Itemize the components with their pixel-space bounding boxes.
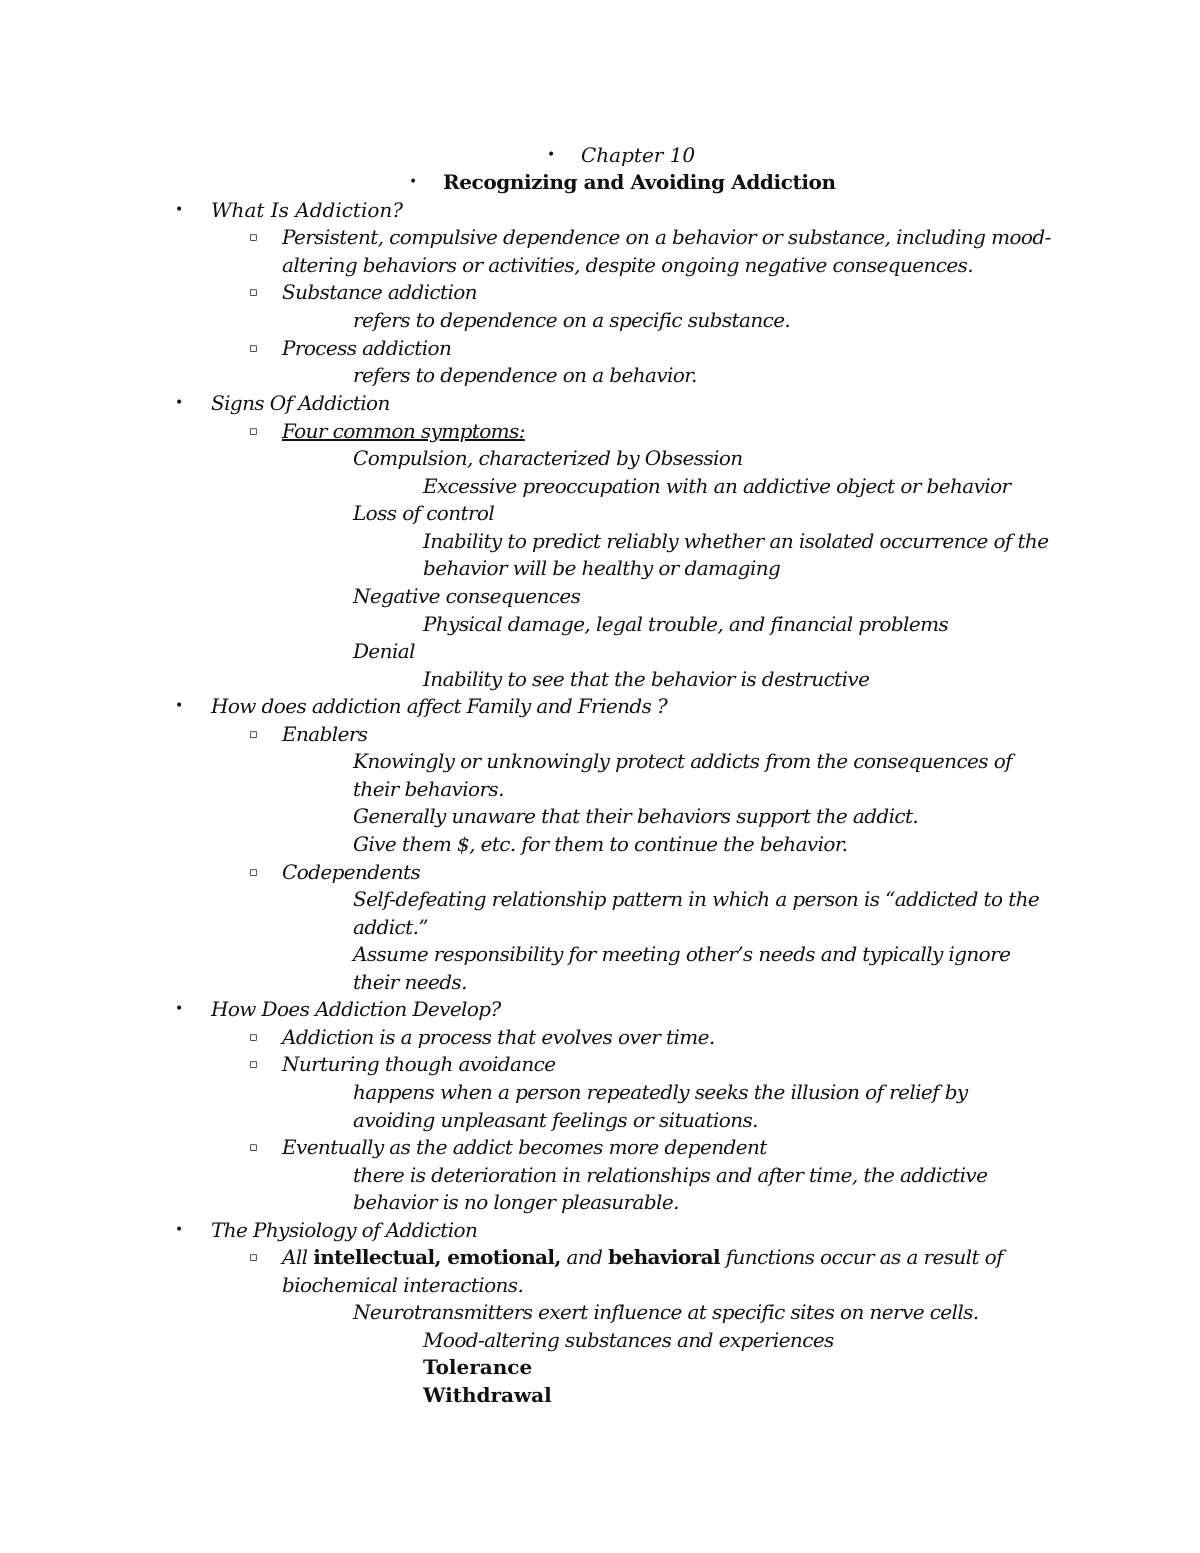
develop-point-process: Addiction is a process that evolves over time. bbox=[282, 1025, 715, 1049]
square-bullet: ▫ bbox=[249, 727, 258, 742]
symptom-loss-of-control-detail-2: behavior will be healthy or damaging bbox=[423, 556, 781, 580]
section-bullet: • bbox=[175, 202, 184, 218]
symptom-denial: Denial bbox=[353, 639, 415, 663]
word-and: and bbox=[566, 1245, 603, 1269]
symptom-compulsion: Compulsion, characterized by Obsession bbox=[353, 446, 743, 470]
enablers-point-3: Give them $, etc. for them to continue the behavior. bbox=[353, 832, 848, 856]
square-bullet: ▫ bbox=[249, 341, 258, 356]
section-heading-physiology: The Physiology of Addiction bbox=[211, 1218, 478, 1242]
section-bullet: • bbox=[175, 1222, 184, 1238]
square-bullet: ▫ bbox=[249, 230, 258, 245]
square-bullet: ▫ bbox=[249, 424, 258, 439]
symptom-negative-consequences: Negative consequences bbox=[353, 584, 581, 608]
neurotransmitters-point: Neurotransmitters exert influence at specific sites on nerve cells. bbox=[353, 1300, 979, 1324]
section-bullet: • bbox=[175, 698, 184, 714]
physiology-point-line-2: biochemical interactions. bbox=[282, 1273, 524, 1297]
section-heading-what-is-addiction: What Is Addiction? bbox=[211, 198, 404, 222]
enablers-point-1-line-2: their behaviors. bbox=[353, 777, 504, 801]
process-addiction-definition: refers to dependence on a behavior. bbox=[353, 363, 697, 387]
square-bullet: ▫ bbox=[249, 1057, 258, 1072]
develop-point-avoidance: Nurturing though avoidance bbox=[282, 1052, 556, 1076]
dependent-detail-line-2: behavior is no longer pleasurable. bbox=[353, 1190, 679, 1214]
process-addiction-label: Process addiction bbox=[282, 336, 452, 360]
heading-bullet: • bbox=[409, 174, 418, 190]
four-symptoms-label: Four common symptoms: bbox=[282, 419, 525, 443]
substance-addiction-label: Substance addiction bbox=[282, 280, 477, 304]
symptom-denial-detail: Inability to see that the behavior is destructive bbox=[423, 667, 870, 691]
functions-text: functions occur as a result of bbox=[725, 1245, 1003, 1269]
definition-line-2: altering behaviors or activities, despite ongoing negative consequences. bbox=[282, 253, 973, 277]
symptom-compulsion-detail: Excessive preoccupation with an addictive object or behavior bbox=[423, 474, 1011, 498]
square-bullet: ▫ bbox=[249, 1140, 258, 1155]
physiology-point-line-1 bbox=[282, 1244, 1003, 1272]
section-heading-family-friends: How does addiction affect Family and Friends ? bbox=[211, 694, 668, 718]
document-heading: Recognizing and Avoiding Addiction bbox=[443, 170, 836, 194]
chapter-label: Chapter 10 bbox=[581, 143, 696, 167]
square-bullet: ▫ bbox=[249, 1250, 258, 1265]
mood-altering-point: Mood-altering substances and experiences bbox=[423, 1328, 834, 1352]
codependents-point-1-line-2: addict.” bbox=[353, 915, 428, 939]
square-bullet: ▫ bbox=[249, 865, 258, 880]
symptom-loss-of-control-detail-1: Inability to predict reliably whether an isolated occurrence of the bbox=[423, 529, 1049, 553]
symptom-negative-consequences-detail: Physical damage, legal trouble, and financial problems bbox=[423, 612, 949, 636]
word-all: All bbox=[282, 1245, 308, 1269]
withdrawal-term: Withdrawal bbox=[423, 1383, 552, 1407]
enablers-point-1-line-1: Knowingly or unknowingly protect addicts from the consequences of bbox=[353, 749, 1012, 773]
dependent-detail-line-1: there is deterioration in relationships and after time, the addictive bbox=[353, 1163, 988, 1187]
section-heading-signs: Signs Of Addiction bbox=[211, 391, 390, 415]
codependents-point-2-line-1: Assume responsibility for meeting other’s needs and typically ignore bbox=[353, 942, 1011, 966]
section-heading-develop: How Does Addiction Develop? bbox=[211, 997, 501, 1021]
enablers-point-2: Generally unaware that their behaviors support the addict. bbox=[353, 804, 919, 828]
symptom-loss-of-control: Loss of control bbox=[353, 501, 495, 525]
definition-line-1: Persistent, compulsive dependence on a behavior or substance, including mood- bbox=[282, 225, 1051, 249]
bold-behavioral: behavioral bbox=[608, 1245, 720, 1269]
codependents-point-2-line-2: their needs. bbox=[353, 970, 467, 994]
substance-addiction-definition: refers to dependence on a specific substance. bbox=[353, 308, 791, 332]
section-bullet: • bbox=[175, 1001, 184, 1017]
square-bullet: ▫ bbox=[249, 285, 258, 300]
enablers-label: Enablers bbox=[282, 722, 368, 746]
square-bullet: ▫ bbox=[249, 1030, 258, 1045]
tolerance-term: Tolerance bbox=[423, 1355, 533, 1379]
bold-intellectual-emotional: intellectual, emotional, bbox=[313, 1245, 561, 1269]
develop-point-dependent: Eventually as the addict becomes more dependent bbox=[282, 1135, 767, 1159]
avoidance-detail-line-1: happens when a person repeatedly seeks the illusion of relief by bbox=[353, 1080, 968, 1104]
codependents-point-1-line-1: Self-defeating relationship pattern in which a person is “addicted to the bbox=[353, 887, 1040, 911]
codependents-label: Codependents bbox=[282, 860, 421, 884]
title-bullet: • bbox=[547, 147, 556, 163]
avoidance-detail-line-2: avoiding unpleasant feelings or situations. bbox=[353, 1108, 758, 1132]
section-bullet: • bbox=[175, 395, 184, 411]
